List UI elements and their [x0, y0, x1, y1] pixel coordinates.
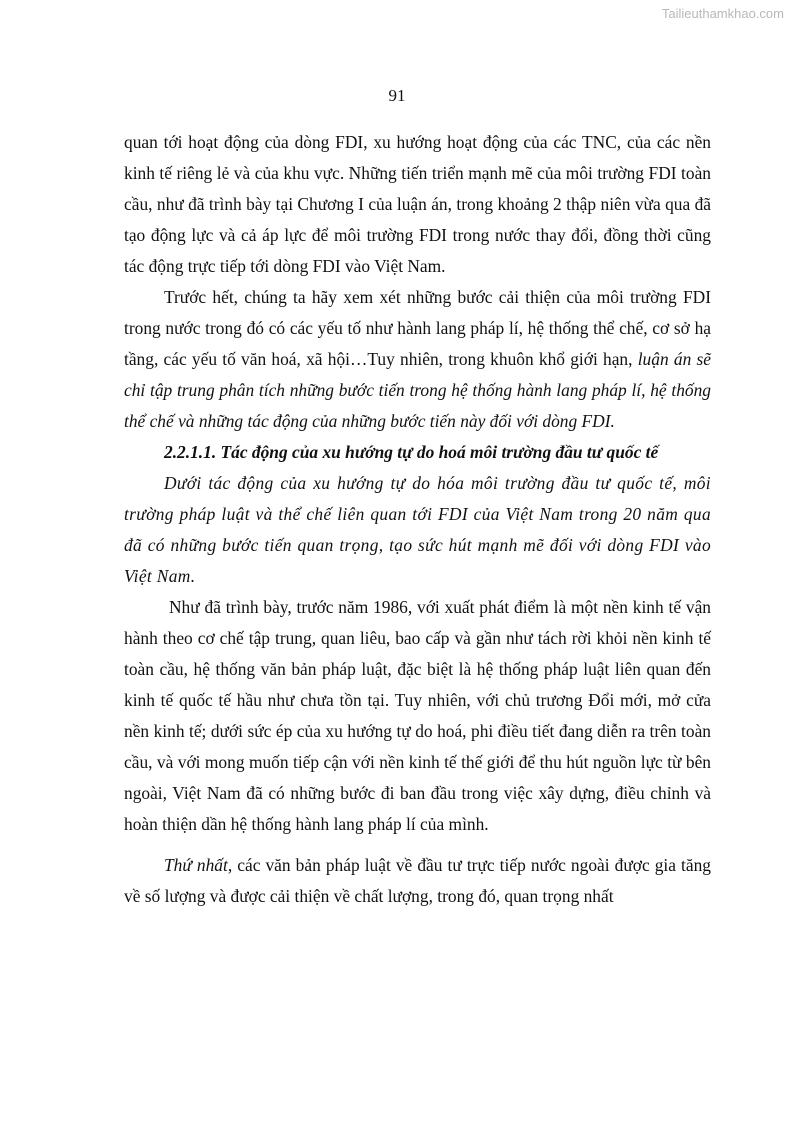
watermark: Tailieuthamkhao.com [661, 6, 784, 21]
paragraph-2 [124, 282, 711, 437]
paragraph-2-text: Trước hết, chúng ta hãy xem xét những bước cải thiện của môi trường FDI trong nước trong đó có các yếu tố như hành lang pháp lí, hệ thống thể chế, cơ sở hạ tầng, các yếu tố văn hoá, xã hội…Tuy nhiên, trong khuôn khổ giới hạn, [124, 287, 711, 369]
paragraph-4: Như đã trình bày, trước năm 1986, với xuất phát điểm là một nền kinh tế vận hành theo cơ chế tập trung, quan liêu, bao cấp và gần như tách rời khỏi nền kinh tế toàn cầu, hệ thống văn bản pháp luật, đặc biệt là hệ thống pháp luật liên quan đến kinh tế quốc tế hầu như chưa tồn tại. Tuy nhiên, với chủ trương Đổi mới, mở cửa nền kinh tế; dưới sức ép của xu hướng tự do hoá, phi điều tiết đang diễn ra trên toàn cầu, và với mong muốn tiếp cận với nền kinh tế thế giới để thu hút nguồn lực từ bên ngoài, Việt Nam đã có những bước đi ban đầu trong việc xây dựng, điều chỉnh và hoàn thiện dần hệ thống hành lang pháp lí của mình. [124, 597, 711, 834]
paragraph-5-italic: Thứ nhất [164, 855, 228, 875]
paragraph-5-text: , các văn bản pháp luật về đầu tư trực tiếp nước ngoài được gia tăng về số lượng và được cải thiện về chất lượng, trong đó, quan trọng nhất [124, 855, 711, 906]
page-number: 91 [388, 86, 406, 105]
paragraph-2-italic: luận án sẽ chỉ tập trung phân tích những bước tiến trong hệ thống hành lang pháp lí, hệ thống thể chế và những tác động của những bước tiến này đối với dòng FDI. [124, 349, 711, 431]
document-body [124, 127, 711, 912]
section-heading: 2.2.1.1. Tác động của xu hướng tự do hoá môi trường đầu tư quốc tế [164, 442, 659, 462]
paragraph-3: Dưới tác động của xu hướng tự do hóa môi trường đầu tư quốc tế, môi trường pháp luật và thể chế liên quan tới FDI của Việt Nam trong 20 năm qua đã có những bước tiến quan trọng, tạo sức hút mạnh mẽ đối với dòng FDI vào Việt Nam. [124, 473, 711, 586]
paragraph-5 [124, 850, 711, 912]
paragraph-1: quan tới hoạt động của dòng FDI, xu hướng hoạt động của các TNC, của các nền kinh tế riêng lẻ và của khu vực. Những tiến triển mạnh mẽ của môi trường FDI toàn cầu, như đã trình bày tại Chương I của luận án, trong khoảng 2 thập niên vừa qua đã tạo động lực và cả áp lực để môi trường FDI trong nước thay đổi, đồng thời cũng tác động trực tiếp tới dòng FDI vào Việt Nam. [124, 132, 711, 276]
